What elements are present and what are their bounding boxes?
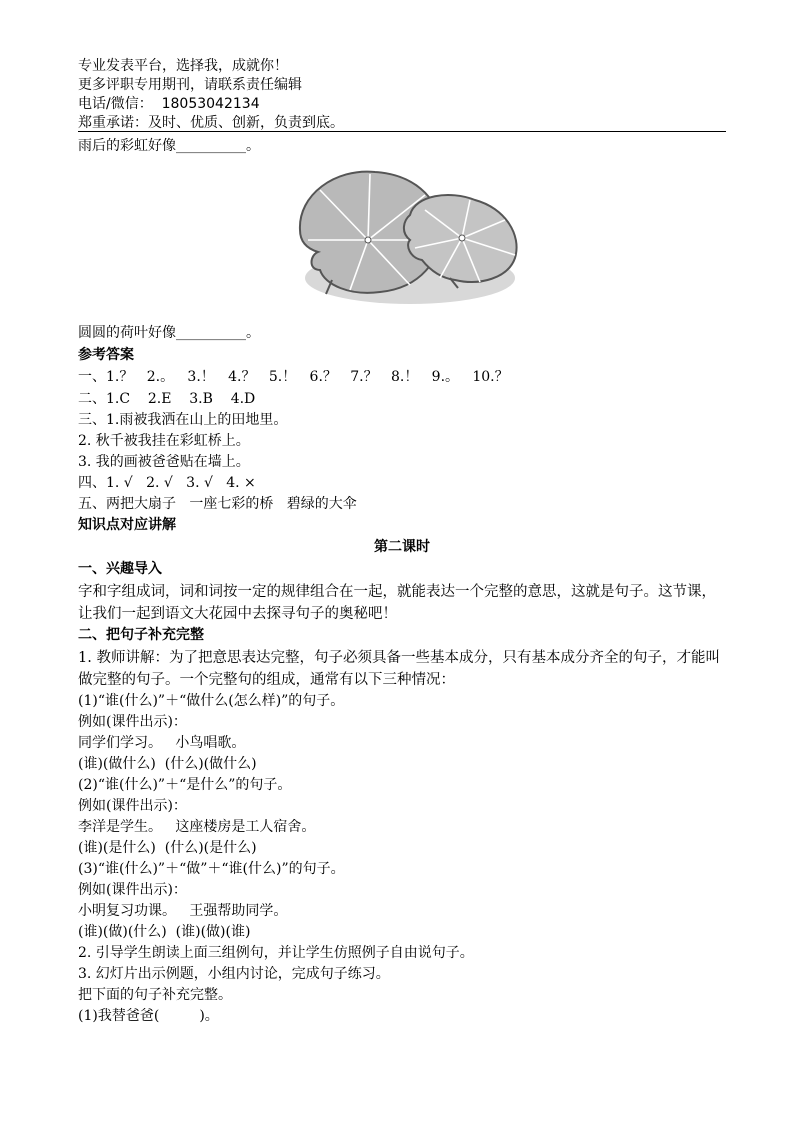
teacher-explanation: 1. 教师讲解：为了把意思表达完整，句子必须具备一些基本成分，只有基本成分齐全的句子，才能叫做完整的句子。一个完整句的组成，通常有以下三种情况：: [78, 650, 720, 688]
answer-4: 四、1. √ 2. √ 3. √ 4. ×: [78, 475, 256, 491]
intro-paragraph: 字和字组成词，词和词按一定的规律组合在一起，就能表达一个完整的意思，这就是句子。这节课，让我们一起到语文大花园中去探寻句子的奥秘吧！: [78, 584, 716, 622]
document-page: [78, 56, 726, 132]
section-2-heading: 二、把句子补充完整: [78, 627, 204, 643]
case-1: (1)“谁(什么)”＋“做什么(怎么样)”的句子。: [78, 693, 345, 709]
answer-1: 一、1.？ 2.。 3.！ 4.？ 5.！ 6.？ 7.？ 8.！ 9.。 10.？: [78, 369, 509, 385]
lotus-exercise: 圆圆的荷叶好像__________。: [78, 325, 260, 341]
case-3-sentences: 小明复习功课。 王强帮助同学。: [78, 903, 288, 919]
case-1-sentences: 同学们学习。 小鸟唱歌。: [78, 735, 246, 751]
header-line-1: 专业发表平台，选择我，成就你！: [78, 58, 288, 74]
answers-title: 参考答案: [78, 347, 134, 363]
header-line-3: 电话/微信： 18053042134: [78, 96, 260, 112]
case-3-tags: (谁)(做)(什么) (谁)(做)(谁): [78, 924, 251, 940]
answer-2: 二、1.C 2.E 3.B 4.D: [78, 391, 256, 407]
example-label-3: 例如(课件出示)：: [78, 882, 187, 898]
case-2-tags: (谁)(是什么) (什么)(是什么): [78, 840, 257, 856]
section-1-heading: 一、兴趣导入: [78, 561, 162, 577]
header-line-4: 郑重承诺：及时、优质、创新，负责到底。: [78, 115, 344, 131]
case-2-sentences: 李洋是学生。 这座楼房是工人宿舍。: [78, 819, 316, 835]
header-line-2: 更多评职专用期刊，请联系责任编辑: [78, 77, 302, 93]
case-3: (3)“谁(什么)”＋“做”＋“谁(什么)”的句子。: [78, 861, 345, 877]
answer-3-2: 2. 秋千被我挂在彩虹桥上。: [78, 433, 250, 449]
guide-step-2: 2. 引导学生朗读上面三组例句，并让学生仿照例子自由说句子。: [78, 945, 474, 961]
exercise-item-1: (1)我替爸爸( )。: [78, 1008, 219, 1024]
lotus-leaf-illustration: [290, 160, 526, 312]
header-divider: [78, 131, 726, 132]
knowledge-heading: 知识点对应讲解: [78, 517, 176, 533]
case-2: (2)“谁(什么)”＋“是什么”的句子。: [78, 777, 292, 793]
answer-3-3: 3. 我的画被爸爸贴在墙上。: [78, 454, 250, 470]
rainbow-exercise: 雨后的彩虹好像__________。: [78, 138, 260, 154]
answer-5: 五、两把大扇子 一座七彩的桥 碧绿的大伞: [78, 496, 357, 512]
example-label-1: 例如(课件出示)：: [78, 714, 187, 730]
answer-3: 三、1.雨被我洒在山上的田地里。: [78, 412, 288, 428]
lesson-title: 第二课时: [374, 539, 430, 555]
exercise-instruction: 把下面的句子补充完整。: [78, 987, 232, 1003]
example-label-2: 例如(课件出示)：: [78, 798, 187, 814]
case-1-tags: (谁)(做什么) (什么)(做什么): [78, 756, 257, 772]
guide-step-3: 3. 幻灯片出示例题，小组内讨论，完成句子练习。: [78, 966, 390, 982]
